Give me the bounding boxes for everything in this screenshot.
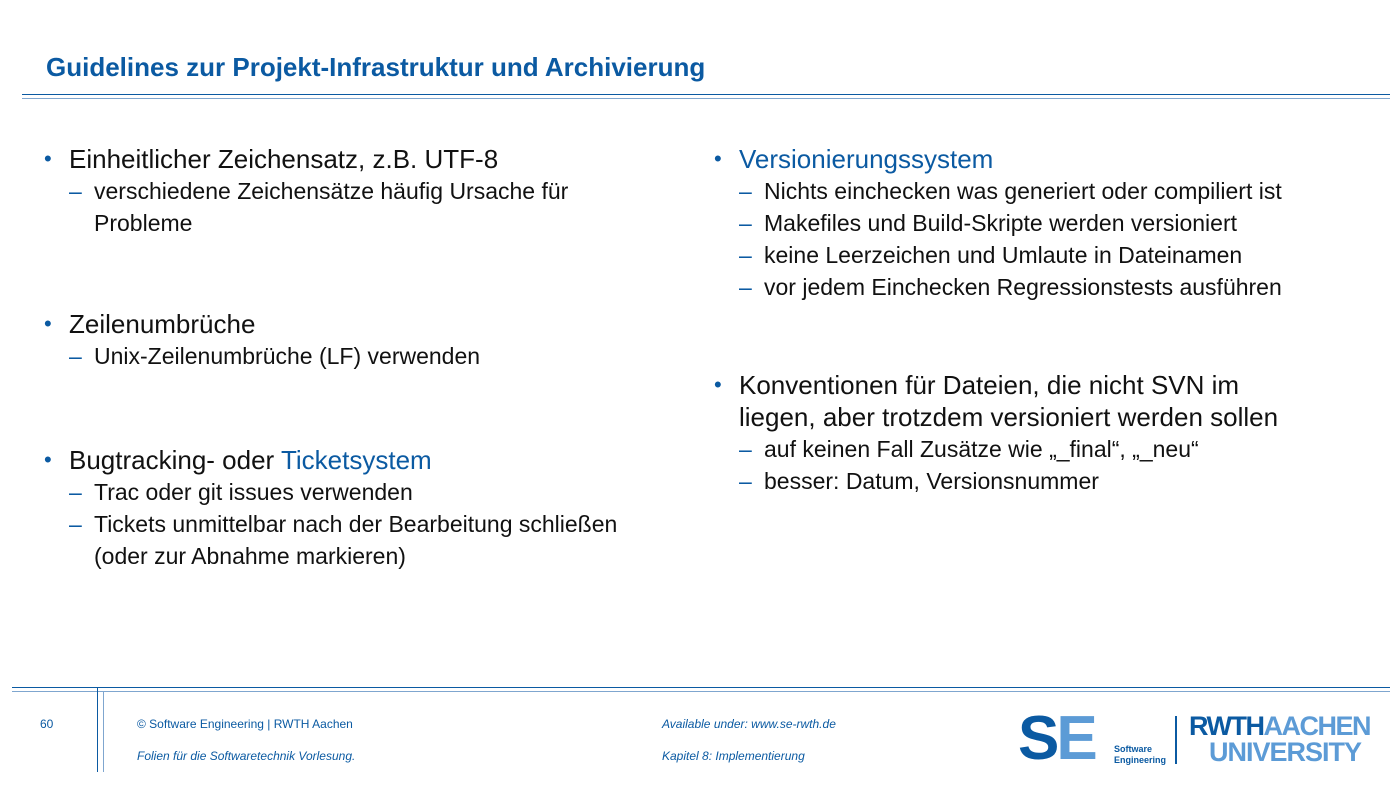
se-logo-e: E bbox=[1056, 704, 1095, 773]
bullet-item bbox=[44, 308, 704, 340]
dash-icon: – bbox=[69, 479, 82, 505]
bullet-icon: • bbox=[714, 146, 722, 171]
footer-divider-dark bbox=[97, 688, 98, 772]
sub-item bbox=[714, 271, 1384, 303]
bullet-text: Bugtracking- oder bbox=[69, 445, 281, 475]
rwth-logo-university: UNIVERSITY bbox=[1208, 737, 1361, 767]
left-column bbox=[44, 143, 704, 572]
rwth-logo bbox=[1189, 711, 1371, 767]
se-logo bbox=[1018, 704, 1095, 773]
title-rule-dark bbox=[22, 94, 1390, 95]
sub-item bbox=[714, 465, 1384, 497]
footer-chapter: Kapitel 8: Implementierung bbox=[662, 749, 805, 763]
dash-icon: – bbox=[69, 511, 82, 537]
bullet-text: Zeilenumbrüche bbox=[69, 309, 256, 339]
sub-text: Makefiles und Build-Skripte werden versioniert bbox=[764, 210, 1237, 236]
dash-icon: – bbox=[69, 343, 82, 369]
right-column bbox=[714, 143, 1384, 497]
se-logo-text-line: Software bbox=[1114, 744, 1153, 754]
sub-item bbox=[44, 508, 704, 540]
bullet-icon: • bbox=[714, 372, 722, 397]
dash-icon: – bbox=[739, 178, 752, 204]
bullet-icon: • bbox=[44, 447, 52, 472]
bullet-item bbox=[44, 444, 704, 476]
bullet-text: liegen, aber trotzdem versioniert werden sollen bbox=[739, 402, 1279, 432]
dash-icon: – bbox=[69, 178, 82, 204]
footer-rule-dark bbox=[12, 687, 1390, 688]
bullet-block-linebreaks bbox=[44, 308, 704, 372]
se-logo-text-line: Engineering bbox=[1114, 755, 1167, 765]
se-logo-s: S bbox=[1018, 704, 1057, 773]
sub-text: (oder zur Abnahme markieren) bbox=[94, 543, 406, 569]
footer-divider-light bbox=[103, 692, 104, 772]
footer-available: Available under: www.se-rwth.de bbox=[662, 717, 836, 731]
sub-item bbox=[714, 433, 1384, 465]
sub-item-continuation bbox=[44, 207, 704, 239]
sub-item-continuation bbox=[44, 540, 704, 572]
sub-item bbox=[44, 175, 704, 207]
footer-rule-light bbox=[12, 691, 1390, 692]
dash-icon: – bbox=[739, 242, 752, 268]
rwth-logo-rwth: RWTH bbox=[1189, 711, 1264, 741]
bullet-item bbox=[714, 143, 1384, 175]
sub-text: Probleme bbox=[94, 210, 193, 236]
sub-text: Trac oder git issues verwenden bbox=[94, 479, 413, 505]
sub-text: Unix-Zeilenumbrüche (LF) verwenden bbox=[94, 343, 481, 369]
rwth-logo-line1 bbox=[1189, 711, 1371, 741]
sub-item bbox=[714, 175, 1384, 207]
bullet-block-vcs bbox=[714, 143, 1384, 303]
bullet-text: Einheitlicher Zeichensatz, z.B. UTF-8 bbox=[69, 144, 499, 174]
sub-text: verschiedene Zeichensätze häufig Ursache für bbox=[94, 178, 569, 204]
sub-text: keine Leerzeichen und Umlaute in Dateinamen bbox=[764, 242, 1243, 268]
dash-icon: – bbox=[739, 274, 752, 300]
bullet-block-charset bbox=[44, 143, 704, 239]
bullet-item bbox=[714, 369, 1384, 401]
footer-course: Folien für die Softwaretechnik Vorlesung. bbox=[137, 749, 356, 763]
rwth-logo-aachen: AACHEN bbox=[1263, 711, 1371, 741]
bullet-item-continuation bbox=[714, 401, 1384, 433]
dash-icon: – bbox=[739, 468, 752, 494]
bullet-block-conventions bbox=[714, 369, 1384, 497]
sub-item bbox=[44, 340, 704, 372]
sub-text: auf keinen Fall Zusätze wie „_final“, „_neu“ bbox=[764, 436, 1199, 462]
bullet-icon: • bbox=[44, 311, 52, 336]
footer-copyright: © Software Engineering | RWTH Aachen bbox=[137, 717, 353, 731]
sub-text: besser: Datum, Versionsnummer bbox=[764, 468, 1099, 494]
bullet-icon: • bbox=[44, 146, 52, 171]
dash-icon: – bbox=[739, 210, 752, 236]
sub-item bbox=[714, 207, 1384, 239]
bullet-accent-text: Ticketsystem bbox=[280, 445, 432, 475]
slide-title: Guidelines zur Projekt-Infrastruktur und Archivierung bbox=[46, 52, 706, 82]
bullet-text: Konventionen für Dateien, die nicht SVN im bbox=[739, 370, 1240, 400]
bullet-accent-text: Versionierungssystem bbox=[739, 144, 994, 174]
sub-text: Tickets unmittelbar nach der Bearbeitung schließen bbox=[94, 511, 618, 537]
sub-item bbox=[44, 476, 704, 508]
dash-icon: – bbox=[739, 436, 752, 462]
bullet-block-tickets bbox=[44, 444, 704, 572]
sub-text: Nichts einchecken was generiert oder compiliert ist bbox=[764, 178, 1282, 204]
sub-text: vor jedem Einchecken Regressionstests ausführen bbox=[764, 274, 1282, 300]
se-logo-text bbox=[1114, 744, 1166, 766]
bullet-item bbox=[44, 143, 704, 175]
sub-item bbox=[714, 239, 1384, 271]
page-number: 60 bbox=[40, 717, 54, 731]
logo-separator bbox=[1175, 716, 1177, 764]
title-rule-light bbox=[22, 98, 1390, 99]
